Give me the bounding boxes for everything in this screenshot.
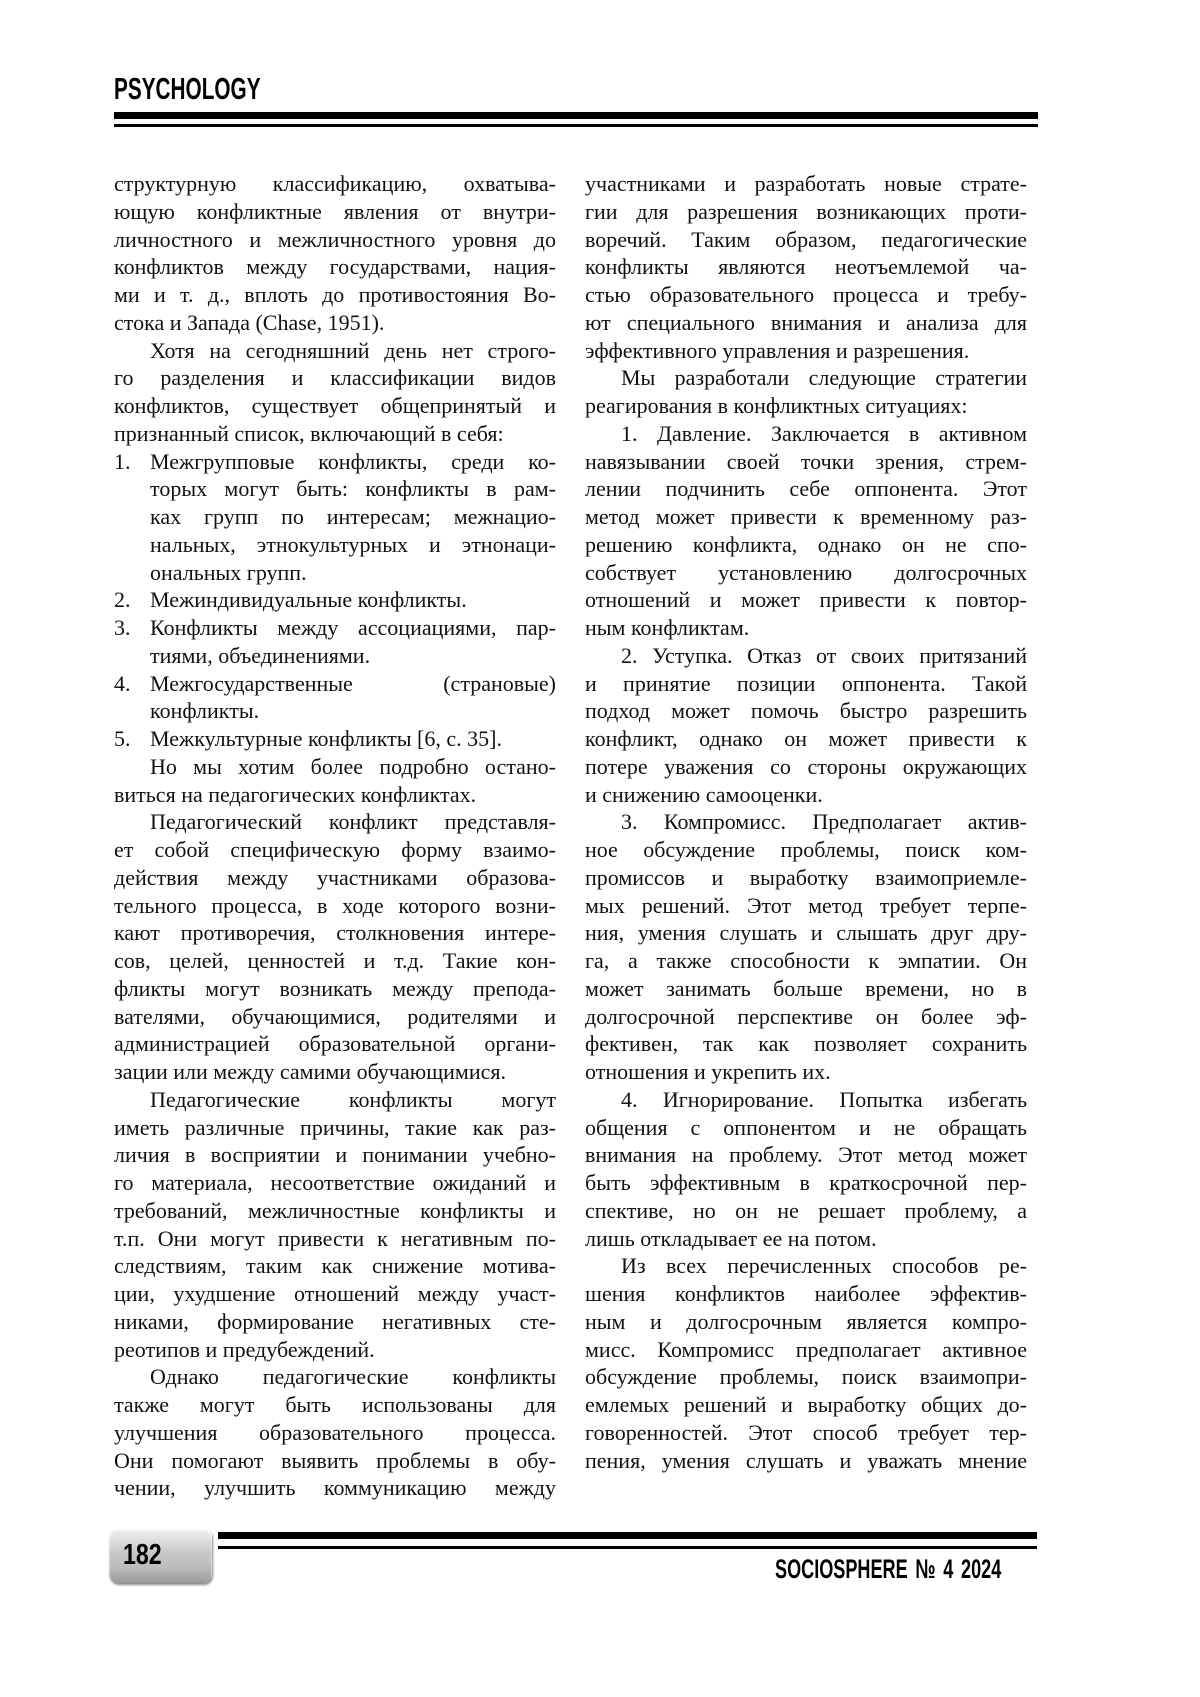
text-line: потере уважения со стороны окружающих: [585, 753, 1027, 781]
text-line: га, а также способности к эмпатии. Он: [585, 947, 1027, 975]
text-line: Из всех перечисленных способов ре-: [585, 1252, 1027, 1280]
text-line: фликты могут возникать между препода-: [114, 975, 556, 1003]
text-line: обсуждение проблемы, поиск взаимопри-: [585, 1363, 1027, 1391]
text-line: следствиям, таким как снижение мотива-: [114, 1252, 556, 1280]
text-line: улучшения образовательного процесса.: [114, 1419, 556, 1447]
text-line: долгосрочной перспективе он более эф-: [585, 1003, 1027, 1031]
text-line: фективен, так как позволяет сохранить: [585, 1030, 1027, 1058]
text-line: подход может помочь быстро разрешить: [585, 697, 1027, 725]
text-line: лишь откладывает ее на потом.: [585, 1225, 1027, 1253]
text-line: ют специального внимания и анализа для: [585, 309, 1027, 337]
paragraph: [585, 642, 1027, 809]
text-line: зации или между самими обучающимися.: [114, 1058, 556, 1086]
text-line: быть эффективным в краткосрочной пер-: [585, 1169, 1027, 1197]
text-line: Хотя на сегодняшний день нет строго-: [114, 337, 556, 365]
text-line: конфликты являются неотъемлемой ча-: [585, 253, 1027, 281]
text-line: также могут быть использованы для: [114, 1391, 556, 1419]
text-line: требований, межличностные конфликты и: [114, 1197, 556, 1225]
text-line: реагирования в конфликтных ситуациях:: [585, 392, 1027, 420]
footer-rule-thick: [218, 1532, 1037, 1539]
text-line: торых могут быть: конфликты в рам-: [150, 475, 556, 503]
text-line: ции, ухудшение отношений между участ-: [114, 1280, 556, 1308]
text-line: иметь различные причины, такие как раз-: [114, 1114, 556, 1142]
text-line: признанный список, включающий в себя:: [114, 420, 556, 448]
text-line: ным и долгосрочным является компро-: [585, 1308, 1027, 1336]
text-line: ное обсуждение проблемы, поиск ком-: [585, 836, 1027, 864]
text-line: спективе, но он не решает проблему, а: [585, 1197, 1027, 1225]
paragraph: [585, 808, 1027, 1086]
list-item: [114, 725, 556, 753]
text-line: ет собой специфическую форму взаимо-: [114, 836, 556, 864]
text-line: шения конфликтов наиболее эффектив-: [585, 1280, 1027, 1308]
text-line: метод может привести к временному раз-: [585, 503, 1027, 531]
paragraph: [585, 170, 1027, 364]
header-rule-thick: [114, 112, 1038, 119]
paragraph: [114, 808, 556, 1086]
text-line: Но мы хотим более подробно остано-: [114, 753, 556, 781]
text-line: виться на педагогических конфликтах.: [114, 781, 556, 809]
text-line: внимания на проблему. Этот метод может: [585, 1141, 1027, 1169]
text-line: ональных групп.: [150, 559, 556, 587]
text-line: сов, целей, ценностей и т.д. Такие кон-: [114, 947, 556, 975]
text-line: структурную классификацию, охватыва-: [114, 170, 556, 198]
text-line: конфликты.: [150, 697, 556, 725]
list-number: 2.: [114, 586, 131, 614]
text-line: вателями, обучающимися, родителями и: [114, 1003, 556, 1031]
section-title: PSYCHOLOGY: [114, 70, 261, 108]
text-line: конфликтов, существует общепринятый и: [114, 392, 556, 420]
paragraph: [585, 1086, 1027, 1253]
text-line: решению конфликта, однако он не спо-: [585, 531, 1027, 559]
text-line: гии для разрешения возникающих проти-: [585, 198, 1027, 226]
text-line: ми и т. д., вплоть до противостояния Во-: [114, 281, 556, 309]
paragraph: [114, 1086, 556, 1364]
text-line: т.п. Они могут привести к негативным по-: [114, 1225, 556, 1253]
text-line: может занимать больше времени, но в: [585, 975, 1027, 1003]
text-line: кают противоречия, столкновения интере-: [114, 919, 556, 947]
text-line: 1. Давление. Заключается в активном: [585, 420, 1027, 448]
paragraph: [114, 337, 556, 448]
text-line: говоренностей. Этот способ требует тер-: [585, 1419, 1027, 1447]
left-column: [114, 170, 556, 1502]
text-line: личия в восприятии и понимании учебно-: [114, 1141, 556, 1169]
text-line: общения с оппонентом и не обращать: [585, 1114, 1027, 1142]
text-line: го материала, несоответствие ожиданий и: [114, 1169, 556, 1197]
header-rule-thin: [114, 124, 1038, 127]
text-line: лении подчинить себе оппонента. Этот: [585, 475, 1027, 503]
text-line: действия между участниками образова-: [114, 864, 556, 892]
text-line: Однако педагогические конфликты: [114, 1363, 556, 1391]
text-line: ния, умения слушать и слышать друг дру-: [585, 919, 1027, 947]
text-line: чении, улучшить коммуникацию между: [114, 1474, 556, 1502]
text-line: навязывании своей точки зрения, стрем-: [585, 448, 1027, 476]
list-item: [114, 670, 556, 726]
journal-issue: SOCIOSPHERE № 4 2024: [775, 1553, 1001, 1585]
text-line: тельного процесса, в ходе которого возни-: [114, 892, 556, 920]
paragraph: [114, 753, 556, 809]
text-line: Межиндивидуальные конфликты.: [150, 586, 556, 614]
list-number: 4.: [114, 670, 131, 698]
paragraph: [114, 1363, 556, 1502]
paragraph: [585, 420, 1027, 642]
text-line: Межгосударственные (страновые): [150, 670, 556, 698]
text-line: го разделения и классификации видов: [114, 364, 556, 392]
text-line: реотипов и предубеждений.: [114, 1336, 556, 1364]
paragraph: [585, 364, 1027, 420]
text-line: никами, формирование негативных сте-: [114, 1308, 556, 1336]
text-line: отношений и может привести к повтор-: [585, 586, 1027, 614]
text-line: ным конфликтам.: [585, 614, 1027, 642]
text-line: администрацией образовательной органи-: [114, 1030, 556, 1058]
text-line: 4. Игнорирование. Попытка избегать: [585, 1086, 1027, 1114]
footer-rule-thin: [218, 1546, 1037, 1549]
text-line: мых решений. Этот метод требует терпе-: [585, 892, 1027, 920]
text-line: мисс. Компромисс предполагает активное: [585, 1336, 1027, 1364]
list-item: [114, 614, 556, 670]
page-number-box: [109, 1528, 212, 1583]
text-line: Педагогические конфликты могут: [114, 1086, 556, 1114]
text-line: воречий. Таким образом, педагогические: [585, 226, 1027, 254]
text-line: конфликтов между государствами, нация-: [114, 253, 556, 281]
list-number: 3.: [114, 614, 131, 642]
text-line: пения, умения слушать и уважать мнение: [585, 1447, 1027, 1475]
list-item: [114, 448, 556, 587]
text-line: Конфликты между ассоциациями, пар-: [150, 614, 556, 642]
text-line: ющую конфликтные явления от внутри-: [114, 198, 556, 226]
text-line: тиями, объединениями.: [150, 642, 556, 670]
text-line: участниками и разработать новые страте-: [585, 170, 1027, 198]
text-line: Педагогический конфликт представля-: [114, 808, 556, 836]
right-column: [585, 170, 1027, 1474]
text-line: емлемых решений и выработку общих до-: [585, 1391, 1027, 1419]
text-line: Межгрупповые конфликты, среди ко-: [150, 448, 556, 476]
list-number: 1.: [114, 448, 131, 476]
text-line: ках групп по интересам; межнацио-: [150, 503, 556, 531]
text-line: личностного и межличностного уровня до: [114, 226, 556, 254]
text-line: 3. Компромисс. Предполагает актив-: [585, 808, 1027, 836]
paragraph: [585, 1252, 1027, 1474]
text-line: нальных, этнокультурных и этнонаци-: [150, 531, 556, 559]
text-line: промиссов и выработку взаимоприемле-: [585, 864, 1027, 892]
text-line: стока и Запада (Chase, 1951).: [114, 309, 556, 337]
text-line: и снижению самооценки.: [585, 781, 1027, 809]
text-line: и принятие позиции оппонента. Такой: [585, 670, 1027, 698]
text-line: 2. Уступка. Отказ от своих притязаний: [585, 642, 1027, 670]
list-item: [114, 586, 556, 614]
text-line: Они помогают выявить проблемы в обу-: [114, 1447, 556, 1475]
list-number: 5.: [114, 725, 131, 753]
text-line: эффективного управления и разрешения.: [585, 337, 1027, 365]
text-line: Межкультурные конфликты [6, с. 35].: [150, 725, 556, 753]
text-line: собствует установлению долгосрочных: [585, 559, 1027, 587]
text-line: стью образовательного процесса и требу-: [585, 281, 1027, 309]
paragraph: [114, 170, 556, 337]
text-line: Мы разработали следующие стратегии: [585, 364, 1027, 392]
page-number: 182: [123, 1538, 162, 1572]
text-line: конфликт, однако он может привести к: [585, 725, 1027, 753]
text-line: отношения и укрепить их.: [585, 1058, 1027, 1086]
